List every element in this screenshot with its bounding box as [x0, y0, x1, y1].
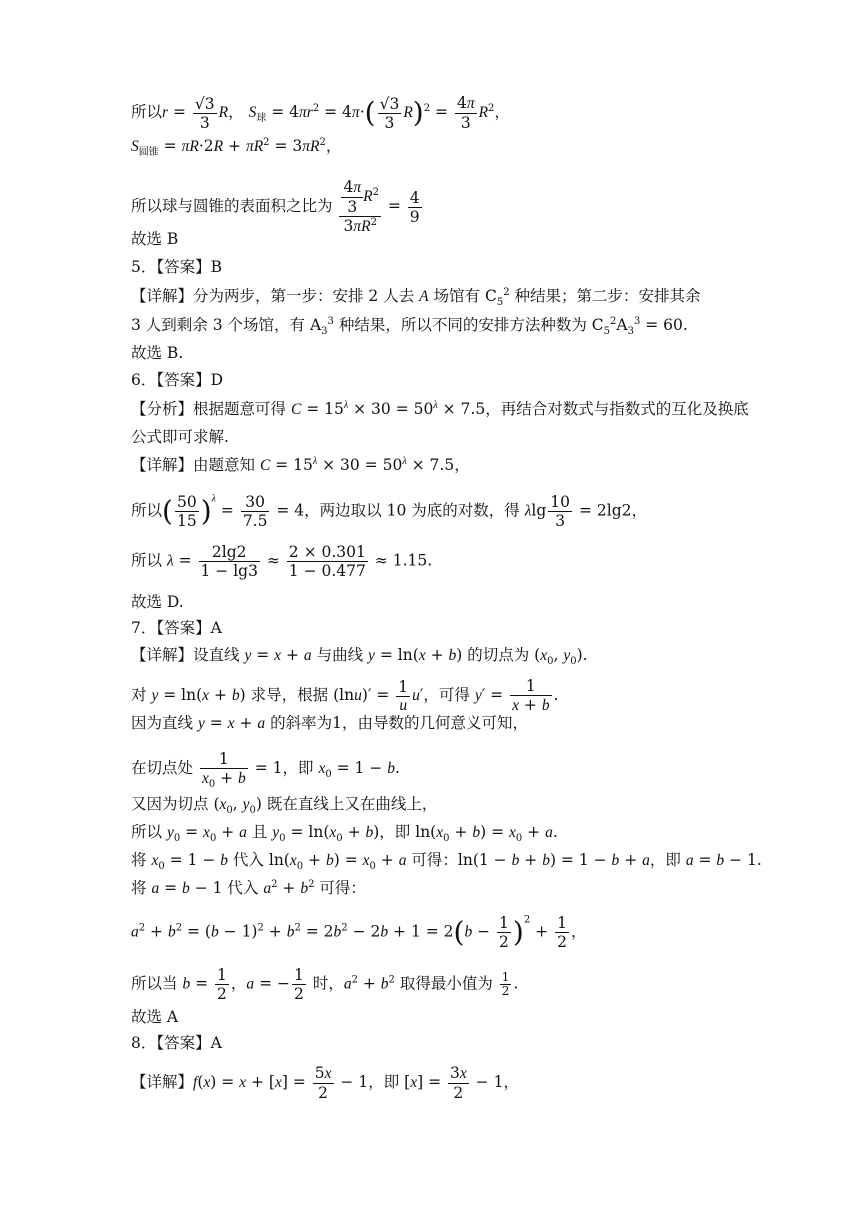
question-5-answer: 5．【答案】B	[131, 258, 223, 276]
question-7-detail-5: 又因为切点 ($x_0$, $y_0$) 既在直线上又在曲线上，	[131, 795, 438, 817]
question-7-answer: 7．【答案】A	[131, 619, 222, 637]
question-7-detail-8: 将 a = b − 1 代入 $a^2 + b^2$ 可得：	[131, 878, 366, 897]
answer-line-a: 故选 A	[131, 1008, 179, 1026]
question-7-detail-3: 因为直线 y = x + a 的斜率为1，由导数的几何意义可知，	[131, 714, 528, 732]
answer-line-b2: 故选 B.	[131, 344, 184, 362]
solution-line-1: 所以r = $\frac{√3}{3}$ R， $S_球 = 4\pi r^2 = 4\pi\cdot$( $\frac{√3}{3}$ R)$^2$ = $\frac{4\pi}{3}$ $R^2$，	[131, 94, 510, 132]
question-7-detail-9: $a^2 + b^2 = (b - 1)^2 + b^2 = 2b^2 - 2b + 1 = 2(b$ − $\frac{1}{2}$ )$^2$ + $\frac{1}{2}$ ，	[131, 914, 587, 951]
question-7-detail-7: 将 $x_0 = 1 - b$ 代入 $\ln(x_0 + b) = x_0 + a$ 可得：ln(1 − b + b) = 1 − b + a，即 a = b − 1.	[131, 851, 762, 873]
question-7-detail-6: 所以 $y_0 = x_0 + a$ 且 $y_0 = \ln(x_0 + b)$，即 $\ln(x_0 + b) = x_0 + a$.	[131, 823, 558, 845]
answer-line-b: 故选 B	[131, 230, 179, 248]
question-6-analysis-1: 【分析】根据题意可得 $C = 15^\lambda \times 30 = 50^\lambda \times 7.5$，再结合对数式与指数式的互化及换底	[131, 399, 749, 418]
question-7-detail-2: 对 y = ln(x + b) 求导，根据 (lnu)′ = $\frac{1}{u}$ u′，可得 y′ = $\frac{1}{x + b}$ .	[131, 677, 559, 714]
answer-line-d: 故选 D.	[131, 593, 184, 611]
solution-line-2: $S_{圆锥} = \pi R\cdot 2R + \pi R^2 = 3\pi R^2$，	[131, 136, 342, 159]
question-8-detail-1: 【详解】f(x) = x + [x] = $\frac{5x}{2}$ − 1，即 [x] = $\frac{3x}{2}$ − 1，	[131, 1064, 519, 1102]
question-5-detail-1: 【详解】分为两步，第一步：安排 2 人去 A 场馆有 $C_5^2$ 种结果；第二步：安排其余	[131, 287, 701, 309]
question-7-detail-4: 在切点处 $\frac{1}{x_0 + b}$ = 1，即 $x_0 = 1 - b$.	[131, 750, 400, 791]
question-7-detail-1: 【详解】设直线 y = x + a 与曲线 y = ln(x + b) 的切点为 ($x_0$, $y_0$).	[131, 646, 588, 668]
question-6-detail-1: 【详解】由题意知 $C = 15^\lambda \times 30 = 50^\lambda \times 7.5$，	[131, 455, 470, 474]
question-6-analysis-2: 公式即可求解.	[131, 428, 229, 446]
question-5-detail-2: 3 人到剩余 3 个场馆，有 $A_3^3$ 种结果，所以不同的安排方法种数为 $C_5^2A_3^3 = 60$.	[131, 316, 688, 338]
question-8-answer: 8．【答案】A	[131, 1034, 222, 1052]
question-6-detail-3: 所以 λ = $\frac{2\lg 2}{1 - \lg 3}$ ≈ $\frac{2 \times 0.301}{1 - 0.477}$ ≈ 1.15.	[131, 543, 433, 580]
question-6-detail-2: 所以( $\frac{50}{15}$ )$^\lambda$ = $\frac{30}{7.5}$ = 4，两边取以 10 为底的对数，得 λlg $\frac{10}{3}$ = 2lg2，	[131, 493, 647, 530]
question-6-answer: 6．【答案】D	[131, 371, 224, 389]
solution-line-3: 所以球与圆锥的表面积之比为 $\frac{4\pi}{3}$ $R^2$ $3\pi R^2$ = $\frac{4}{9}$	[131, 178, 420, 235]
question-7-detail-10: 所以当 b = $\frac{1}{2}$ ，a = − $\frac{1}{2}$ 时，$a^2 + b^2$ 取得最小值为 $\frac{1}{2}$ .	[131, 966, 519, 1003]
